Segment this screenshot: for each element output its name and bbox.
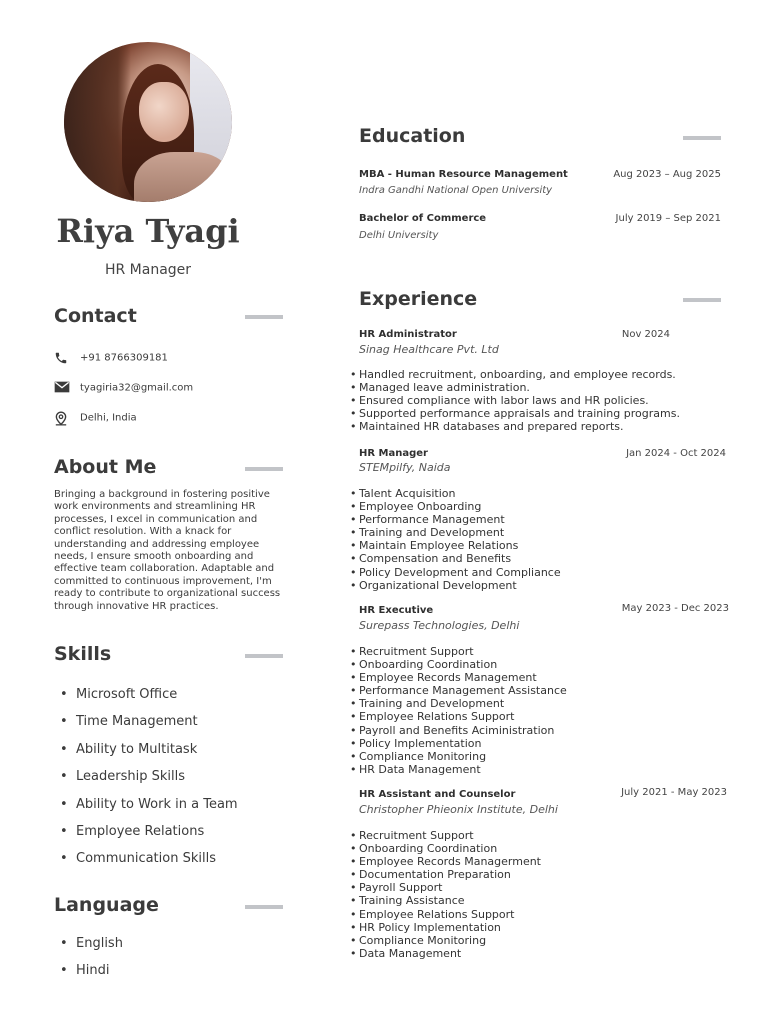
list-item: • Time Management [54, 714, 238, 741]
experience-role: HR Administrator [359, 329, 457, 340]
experience-company: Christopher Phieonix Institute, Delhi [359, 803, 558, 816]
education-degree: Bachelor of Commerce [359, 213, 487, 224]
section-divider [245, 467, 283, 471]
about-text: Bringing a background in fostering positive work environments and streamlining HR processes, I excel in communication and conflict resolution. With a knack for understanding and addressing employee needs, I ensure smooth onboarding and effective team collaboration. Adaptable and committed to continuous improvement, I'm ready to contribute to organizational success through innovative HR practices. [54, 489, 281, 612]
contact-phone: +91 8766309181 [54, 351, 168, 365]
list-item: • Employee Relations Support [359, 908, 541, 921]
list-item: • Data Management [359, 947, 541, 960]
list-item: • Training Assistance [359, 894, 541, 907]
list-item: • Employee Relations [54, 824, 238, 851]
experience-dates: Jan 2024 - Oct 2024 [626, 448, 726, 459]
section-divider [245, 905, 283, 909]
education-degree: MBA - Human Resource Management [359, 169, 568, 180]
list-item: • Hindi [54, 963, 123, 990]
list-item: • Onboarding Coordination [359, 658, 567, 671]
list-item: • Training and Development [359, 697, 567, 710]
list-item: • Ability to Multitask [54, 742, 238, 769]
experience-dates: Nov 2024 [621, 329, 670, 340]
section-divider [245, 315, 283, 319]
skills-list [54, 687, 238, 879]
list-item: • Payroll and Benefits Aciministration [359, 724, 567, 737]
list-item: • Talent Acquisition [359, 487, 561, 500]
list-item: • Compensation and Benefits [359, 552, 561, 565]
list-item: • Performance Management [359, 513, 561, 526]
list-item: • Compliance Monitoring [359, 750, 567, 763]
list-item: • Payroll Support [359, 881, 541, 894]
experience-role: HR Manager [359, 448, 428, 459]
list-item: • Employee Records Management [359, 671, 567, 684]
list-item: • Ensured compliance with labor laws and HR policies. [359, 394, 680, 407]
list-item: • Policy Development and Compliance [359, 566, 561, 579]
list-item: • Leadership Skills [54, 769, 238, 796]
list-item: • Supported performance appraisals and training programs. [359, 407, 680, 420]
list-item: • Maintained HR databases and prepared reports. [359, 420, 680, 433]
experience-points [350, 829, 541, 960]
contact-location: Delhi, India [54, 411, 137, 425]
experience-points [350, 645, 567, 776]
experience-points [350, 368, 680, 433]
list-item: • Compliance Monitoring [359, 934, 541, 947]
experience-title: Experience [359, 288, 478, 310]
list-item: • Performance Management Assistance [359, 684, 567, 697]
location-pin-icon [54, 411, 70, 425]
list-item: • Recruitment Support [359, 829, 541, 842]
education-dates: Aug 2023 – Aug 2025 [613, 169, 721, 180]
list-item: • Managed leave administration. [359, 381, 680, 394]
section-divider [683, 298, 721, 302]
education-school: Indra Gandhi National Open University [359, 185, 553, 196]
experience-role: HR Executive [359, 605, 434, 616]
list-item: • Handled recruitment, onboarding, and employee records. [359, 368, 680, 381]
contact-title: Contact [54, 305, 137, 327]
skills-title: Skills [54, 643, 112, 665]
experience-role: HR Assistant and Counselor [359, 789, 516, 800]
email-icon [54, 381, 70, 395]
language-list [54, 936, 123, 991]
list-item: • Training and Development [359, 526, 561, 539]
experience-points [350, 487, 561, 592]
education-title: Education [359, 125, 466, 147]
phone-icon [54, 351, 70, 365]
profile-name: Riya Tyagi [56, 212, 240, 250]
list-item: • Employee Onboarding [359, 500, 561, 513]
list-item: • Organizational Development [359, 579, 561, 592]
list-item: • English [54, 936, 123, 963]
experience-dates: May 2023 - Dec 2023 [621, 603, 729, 614]
contact-email: tyagiria32@gmail.com [54, 381, 193, 395]
profile-role: HR Manager [104, 262, 192, 278]
experience-company: Sinag Healthcare Pvt. Ltd [359, 343, 499, 356]
experience-dates: July 2021 - May 2023 [621, 787, 727, 798]
list-item: • Onboarding Coordination [359, 842, 541, 855]
list-item: • Employee Records Managerment [359, 855, 541, 868]
list-item: • Communication Skills [54, 851, 238, 878]
list-item: • Maintain Employee Relations [359, 539, 561, 552]
education-school: Delhi University [359, 230, 439, 241]
list-item: • Policy Implementation [359, 737, 567, 750]
list-item: • Documentation Preparation [359, 868, 541, 881]
list-item: • Recruitment Support [359, 645, 567, 658]
experience-company: STEMpilfy, Naida [359, 461, 451, 474]
list-item: • Ability to Work in a Team [54, 797, 238, 824]
list-item: • Employee Relations Support [359, 710, 567, 723]
about-title: About Me [54, 456, 157, 478]
list-item: • Microsoft Office [54, 687, 238, 714]
list-item: • HR Data Management [359, 763, 567, 776]
list-item: • HR Policy Implementation [359, 921, 541, 934]
experience-company: Surepass Technologies, Delhi [359, 619, 520, 632]
section-divider [683, 136, 721, 140]
education-dates: July 2019 – Sep 2021 [615, 213, 721, 224]
profile-photo [64, 42, 232, 202]
section-divider [245, 654, 283, 658]
language-title: Language [54, 894, 159, 916]
